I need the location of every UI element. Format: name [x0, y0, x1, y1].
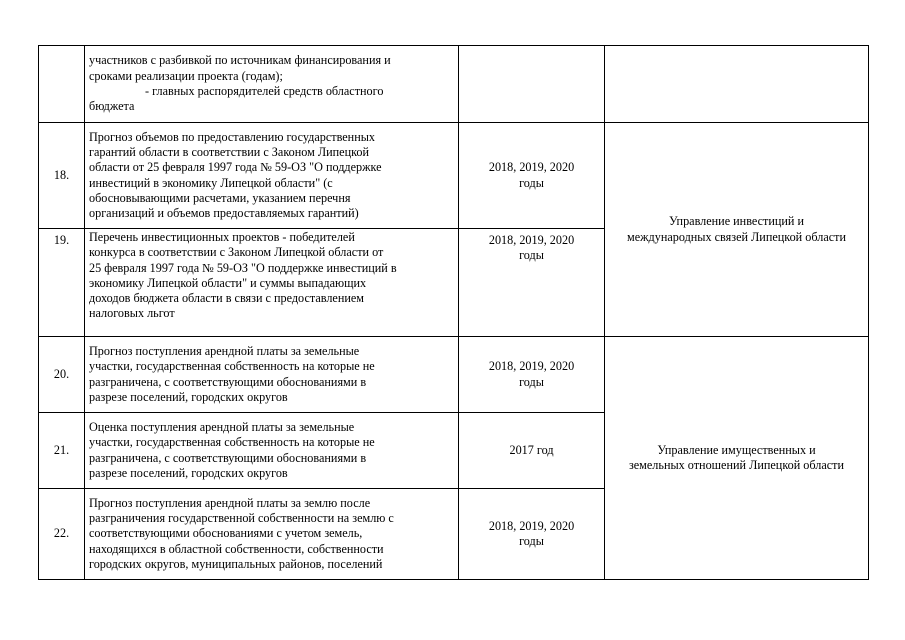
row-number: 20.	[39, 337, 85, 413]
description-line: разрезе поселений, городских округов	[89, 465, 288, 480]
row-term	[459, 229, 605, 337]
responsible-line: международных связей Липецкой области	[626, 229, 846, 244]
row-number: 18.	[39, 123, 85, 229]
responsible-line: земельных отношений Липецкой области	[628, 458, 845, 472]
row-description	[85, 489, 459, 580]
description-line: Прогноз объемов по предоставлению государственных	[89, 129, 376, 144]
table-row	[39, 46, 869, 123]
description-line: городских округов, муниципальных районов, поселений	[89, 556, 383, 571]
document-table	[38, 45, 869, 580]
description-line: разграничения государственной собственности на землю с	[89, 511, 394, 526]
table-row	[39, 337, 869, 413]
row-term	[459, 337, 605, 413]
term-line: 2018, 2019, 2020	[488, 359, 575, 374]
description-line: участки, государственная собственность на которые не	[89, 359, 375, 374]
description-line: Перечень инвестиционных проектов - победителей	[89, 230, 355, 244]
description-line: соответствующими обоснованиями с учетом земель,	[89, 526, 363, 541]
description-line: доходов бюджета области в связи с предоставлением	[89, 291, 364, 306]
description-line: участки, государственная собственность на которые не	[89, 435, 375, 450]
responsible-department	[605, 123, 869, 337]
description-line: разграничена, с соответствующими обоснованиями в	[89, 374, 367, 389]
row-description	[85, 229, 459, 337]
responsible-line: Управление инвестиций и	[668, 214, 804, 229]
term-line: годы	[519, 534, 544, 548]
row-description	[85, 413, 459, 489]
description-line: налоговых льгот	[89, 306, 175, 321]
description-line: находящихся в областной собственности, собственности	[89, 541, 384, 556]
description-line: разрезе поселений, городских округов	[89, 389, 288, 404]
row-number: 21.	[39, 413, 85, 489]
row-term	[459, 489, 605, 580]
row-term	[459, 46, 605, 123]
row-description	[85, 123, 459, 229]
row-responsible	[605, 46, 869, 123]
description-line: разграничена, с соответствующими обоснованиями в	[89, 450, 367, 465]
description-line: обосновывающими расчетами, указанием перечня	[89, 190, 351, 205]
term-line: годы	[519, 374, 544, 389]
description-line: гарантий области в соответствии с Законом Липецкой	[89, 144, 370, 159]
responsible-department	[605, 337, 869, 580]
responsible-line: Управление имущественных и	[657, 442, 816, 457]
term-line: 2018, 2019, 2020	[488, 233, 575, 247]
row-number	[39, 46, 85, 123]
description-line: 25 февраля 1997 года № 59-ОЗ "О поддержке инвестиций в	[89, 260, 397, 275]
description-line: области от 25 февраля 1997 года № 59-ОЗ "О поддержке	[89, 160, 382, 175]
description-line: Прогноз поступления арендной платы за земельные	[89, 343, 360, 358]
row-number: 22.	[39, 489, 85, 580]
term-line: 2017 год	[509, 442, 554, 457]
row-term	[459, 413, 605, 489]
description-line: конкурса в соответствии с Законом Липецкой области от	[89, 245, 384, 260]
term-line: 2018, 2019, 2020	[488, 160, 575, 175]
description-line: сроками реализации проекта (годам);	[89, 68, 283, 83]
description-line: экономику Липецкой области" и суммы выпадающих	[89, 275, 367, 290]
description-line: организаций и объемов предоставляемых гарантий)	[89, 206, 359, 221]
row-description	[85, 337, 459, 413]
row-term	[459, 123, 605, 229]
description-line: - главных распорядителей средств областного	[145, 84, 384, 98]
description-line: участников с разбивкой по источникам финансирования и	[89, 53, 391, 68]
description-line: бюджета	[89, 99, 135, 114]
table-row	[39, 123, 869, 229]
row-number: 19.	[39, 229, 85, 337]
description-line: инвестиций в экономику Липецкой области" (с	[89, 175, 333, 190]
row-description	[85, 46, 459, 123]
term-line: 2018, 2019, 2020	[488, 518, 575, 533]
term-line: годы	[519, 175, 544, 190]
description-line: Прогноз поступления арендной платы за землю после	[89, 495, 371, 510]
description-line: Оценка поступления арендной платы за земельные	[89, 419, 355, 434]
term-line: годы	[519, 248, 544, 263]
